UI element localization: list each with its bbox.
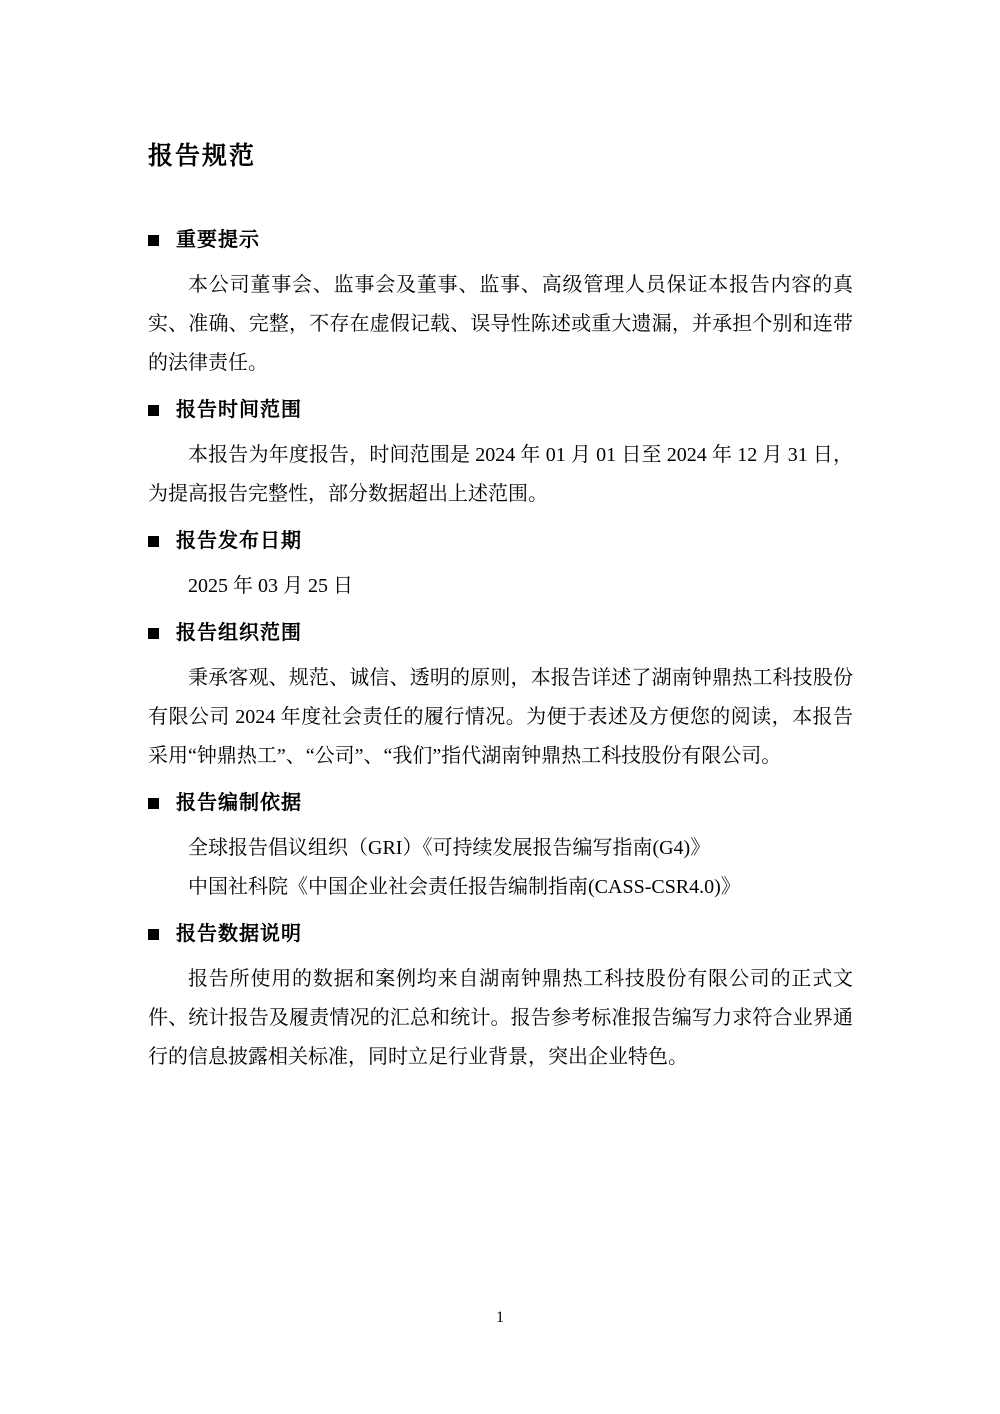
square-bullet-icon bbox=[148, 628, 159, 639]
section-heading-label: 重要提示 bbox=[176, 229, 260, 251]
section-organization-scope bbox=[148, 619, 853, 776]
page-number: 1 bbox=[496, 1309, 504, 1326]
section-time-range bbox=[148, 396, 853, 514]
paragraph: 秉承客观、规范、诚信、透明的原则，本报告详述了湖南钟鼎热工科技股份有限公司 2024 年度社会责任的履行情况。为便于表述及方便您的阅读，本报告采用“钟鼎热工”、“公司”、“我们”指代湖南钟鼎热工科技股份有限公司。 bbox=[148, 667, 853, 767]
reference-line: 中国社科院《中国企业社会责任报告编制指南(CASS-CSR4.0)》 bbox=[188, 876, 741, 898]
section-heading bbox=[148, 226, 853, 254]
section-heading bbox=[148, 527, 853, 555]
section-heading-label: 报告组织范围 bbox=[176, 622, 302, 644]
paragraph: 报告所使用的数据和案例均来自湖南钟鼎热工科技股份有限公司的正式文件、统计报告及履责情况的汇总和统计。报告参考标准报告编写力求符合业界通行的信息披露相关标准，同时立足行业背景，突出企业特色。 bbox=[148, 968, 853, 1068]
section-data-description bbox=[148, 920, 853, 1077]
release-date-value: 2025 年 03 月 25 日 bbox=[188, 575, 353, 597]
section-release-date bbox=[148, 527, 853, 606]
section-heading-label: 报告数据说明 bbox=[176, 923, 302, 945]
section-compilation-basis bbox=[148, 789, 853, 907]
section-heading bbox=[148, 789, 853, 817]
section-heading bbox=[148, 396, 853, 424]
paragraph: 本公司董事会、监事会及董事、监事、高级管理人员保证本报告内容的真实、准确、完整，不存在虚假记载、误导性陈述或重大遗漏，并承担个别和连带的法律责任。 bbox=[148, 274, 853, 374]
section-heading-label: 报告发布日期 bbox=[176, 530, 302, 552]
section-heading-label: 报告时间范围 bbox=[176, 399, 302, 421]
section-heading-label: 报告编制依据 bbox=[176, 792, 302, 814]
square-bullet-icon bbox=[148, 235, 159, 246]
square-bullet-icon bbox=[148, 405, 159, 416]
square-bullet-icon bbox=[148, 929, 159, 940]
page-title: 报告规范 bbox=[148, 142, 257, 170]
section-heading bbox=[148, 619, 853, 647]
reference-line: 全球报告倡议组织（GRI）《可持续发展报告编写指南(G4)》 bbox=[188, 837, 711, 859]
square-bullet-icon bbox=[148, 536, 159, 547]
paragraph: 本报告为年度报告，时间范围是 2024 年 01 月 01 日至 2024 年 12 月 31 日，为提高报告完整性，部分数据超出上述范围。 bbox=[148, 444, 853, 505]
section-important-notice bbox=[148, 226, 853, 383]
section-heading bbox=[148, 920, 853, 948]
square-bullet-icon bbox=[148, 798, 159, 809]
